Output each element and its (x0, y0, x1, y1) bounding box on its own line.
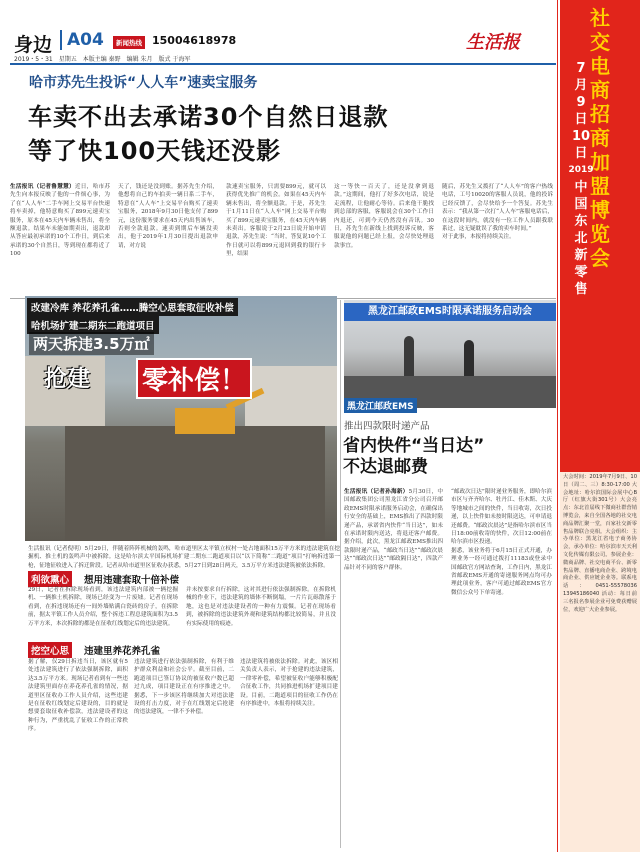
expo-ad-banner (560, 0, 640, 472)
ad-title-char: 商 (590, 78, 610, 102)
photo2-headline-1: 省内快件“当日达” (343, 436, 485, 456)
hotline-label: 新闻热线 (113, 36, 145, 49)
ad-body-text: 大会时间：2019年7月9日、10日（周二、三）8:30-17:00 大会地址：哈尔滨国际会展中心B厅（红旗大街301号）大会亮点：东北首届线下微商社群营销博览会，来自全国各地的社交电商品牌汇聚一堂，百家社交新零售品牌联合亮相。大会组织：主办单位：黑龙江省电子商务协会，承办单位：哈尔滨市天天利文化传媒有限公司。参展企业：微商品牌、社交电商平台、新零售品牌、直播电商企业、跨境电商企业、供应链企业等。联系电话：0451-55578036 13945186040 活动：每日前三名报名参展企业可免费获赠展位，欢迎广大企业参展。 (563, 474, 637, 613)
top-story-col-1 (10, 183, 110, 300)
top-story-col-2: 天了，钱还是没到账。据苏先生介绍，他想将自己的车拍卖一辆日系二手车，特意在“人人车”上交易平台购买了速卖宝服务，2018年9月30日他支付了899元，这份服务要求在45天内出售该车，否则全款退款。速卖到期后车辆没卖出，他于2019年1月30日提出退款申请，对方说 (118, 184, 218, 249)
ad-date-part: 北 (574, 231, 588, 246)
ad-date (564, 60, 598, 298)
top-story-col-1-text: 近日，哈市苏先生向本报反映了他的一件烦心事，为了在“人人车”二手车网上交易平台快速将车卖掉，他特意购买了899元速卖宝服务，原本在45天内车辆未售出，将全额退款。结果车未能如期卖出，退款却从答应最初承诺的10个工作日，到后来承诺的30个自然日，等到现在都将近了100 (10, 184, 110, 258)
section-a-col-1: 29日，记者在拆除现场看到，该违法建筑内部被一辆挖掘机、一辆推土机拆除，现场已经变为一片废墟。记者在现场看到，在拆违现场还有一间外墙贴满白瓷砖的房子，在拆除前，据太平镇工作人员介绍，整个拆违工程总建筑面积为3.5万平方米，本次拆除的都是在征收红线划定后的违法建筑。 (28, 587, 178, 627)
photo1-headline-2b: 零补偿！ (136, 358, 252, 399)
ad-title-char: 览 (590, 222, 610, 246)
ems-byline: 生活报讯（记者孙海新） (344, 489, 409, 495)
ad-title-char: 交 (590, 30, 610, 54)
section-b-title: 违建里养花养孔雀 (84, 646, 161, 657)
photo1-banner-2: 哈机场扩建二期东二跑道项目 (27, 316, 159, 334)
section-name: 身边 (14, 34, 53, 56)
photo1-banner-1: 改建冷库 养花养孔雀……腾空心思套取征收补偿 (27, 298, 238, 316)
ad-title-char: 商 (590, 126, 610, 150)
page-number: A04 (67, 30, 104, 50)
section-a-title: 想用违建套取十倍补偿 (84, 575, 180, 586)
ad-date-part: 日 (574, 112, 588, 127)
hotline-number: 15004618978 (152, 34, 237, 47)
ad-title-char: 电 (590, 54, 610, 78)
section-b-col-3: 违法建筑将被依法拆除。对此，该区相关负责人表示，对于抢建的违法建筑，一律零补偿，希望被征收户能够积极配合征收工作，共同推进机场扩建项目建设。目前，二跑道项目的征收工作仍在有序推进中，本报将持续关注。 (240, 659, 338, 708)
ad-title-char: 会 (590, 246, 610, 270)
ad-date-part: 2019 (568, 165, 594, 175)
section-b-col-1: 据了解，仅29日拆违当日，该区就有5处违法建筑进行了依法强制拆除，面积达3.5万平方米。现场记者看到有一些违法建筑里面存在养花养孔雀的情况，据道里区征收办工作人员介绍，这些违建是在征收红线划定后建设的，目的就是想要套取征收补偿款，违法建设者的这种行为，严重扰乱了征收工作的正常秩序。 (28, 659, 128, 733)
ad-date-part: 10 (571, 129, 591, 144)
ad-date-part: 零 (574, 265, 588, 280)
ems-event-photo (344, 300, 556, 408)
ems-col-1 (344, 488, 443, 840)
ems-col-1-text: 5月30日，中国邮政集团公司黑龙江省分公司召开邮政EMS时限承诺服务启动会，在确保出行安全的基础上，EMS推出了四款时限递产品，承诺省内快件“当日达”，如未在承诺时限内送达，将退还客户邮费。据介绍，此次，黑龙江邮政EMS推出四款限时递产品，“邮政当日达”“邮政次晨达”“邮政次日达”“邮政隔日达”，四款产品针对不同的客户群体。 (344, 489, 443, 571)
issue-meta: 2019・5・31 星期五 本版主编 秦野 编辑 朱月 版式 于海军 (14, 56, 191, 63)
top-story-byline: 生活报讯（记者鲁慧慧） (10, 184, 75, 190)
photo1-headline-1: 两天拆违3.5万㎡ (29, 332, 154, 355)
ad-date-part: 国 (574, 197, 588, 212)
photo2-caption: 黑龙江邮政EMS (344, 398, 417, 413)
section-a-tag: 利欲熏心 (28, 571, 72, 587)
top-story-col-5 (442, 183, 553, 300)
section-b-col-2: 违法建筑进行依法强制拆除，有利于维护群众利益和社会公平。截至目前，二跑道项目已签订协议的被征收户数已超过九成，项目建设正在有序推进之中。据悉，下一步该区将继续加大对违法建设的打击力度，对于在红线划定后抢建的违法建筑，一律不予补偿。 (134, 659, 234, 716)
top-story-col-5-text: 随后，苏先生又拨打了“人人车”的客户热线电话，工号10020的客服人员说，他的投诉已经反馈了，会尽快给予一个答复。苏先生表示：“我从第一次打“人人车”客服电话后，在这段时间内，就没有一位工作人员跟我联系过，这无疑耽误了我的卖车时间。” (442, 184, 553, 233)
ad-date-part: 7 (576, 61, 586, 76)
ad-date-part: 日 (574, 146, 588, 161)
top-story-col-4: 这一等快一百天了，还是没拿到退款。”这期间，他打了好多次电话，说是走流程，让他耐心等待。后来他干脆找到总部的客服，客服说会在30个工作日内退还，可到今天仍然没有音讯。30日，苏先生在新线上找到投诉反映，客服说他的问题已经上报，会尽快处理退款事宜。 (334, 184, 434, 249)
photo1-caption: 生活报讯（记者倪明）5月29日，伴随着阵阵机械的轰鸣，哈市道里区太平镇立权村一处占地面积15万平方米的违法建筑在挖掘机、推土机的轰鸣声中被拆除。这是哈尔滨太平国际机场扩建二期东二跑道项目以“以下简称“二跑道”项目”打响拆违第一枪，征地征收进入了拆迁阶段。记者从哈市道里区征收办获悉，5月27日到28日两天，3.5万平方米违法建筑被依法拆除。 (28, 546, 340, 569)
top-story-headline-2: 等了快100天钱还没影 (28, 137, 282, 165)
ems-col-3-text: 据悉，该业务将于6月15日正式开通，办理业务一经可通过拨打11183或登录中国邮政官方网站查询，工作日内，黑龙江省邮政EMS开通的寄递服务网点均可办理此项业务，客户可通过邮政EMS官方微信公众号下单寄递。 (451, 547, 552, 596)
expo-ad-details (560, 472, 640, 852)
photo2-subtitle: 推出四款限时递产品 (344, 421, 430, 432)
top-story-headline-1: 车卖不出去承诺30个自然日退款 (28, 103, 389, 131)
ad-date-part: 新 (574, 248, 588, 263)
section-divider (60, 30, 62, 50)
ad-separator (557, 0, 558, 852)
ems-col-2-text: “邮政次日达”限时递业务服务，即哈尔滨市区与齐齐哈尔、牡丹江、佳木斯、大庆等地城市之间的快件，当日收寄，次日投递，以上快件如未按时限送达，可申请退还邮费。“邮政次晨达”是指哈尔滨市区当日18:00前收寄的快件，次日12:00前在哈尔滨市区投递。 (451, 489, 552, 546)
ad-title-char: 招 (590, 102, 610, 126)
ad-title-char: 盟 (590, 174, 610, 198)
column-separator (340, 300, 341, 848)
top-story-col-3: 款速卖宝服务，只需要899元，就可以获得优先推广的机会。如果在45天内车辆未售出，将全额退款。于是，苏先生于1月11日在“人人车”网上交易平台购买了899元速卖宝服务，在45天内车辆未卖出。客服说于2月23日说开始申请退款，苏先生说：“当时，答复说10个工作日就可以将899元退回到我的银行卡里，结果 (226, 184, 326, 258)
header-rule (10, 63, 556, 65)
ad-date-part: 月 (574, 78, 588, 93)
ad-date-part: 东 (574, 214, 588, 229)
top-story-kicker: 哈市苏先生投诉“人人车”速卖宝服务 (29, 75, 258, 91)
ad-title-char: 加 (590, 150, 610, 174)
ems-col-2 (451, 488, 552, 840)
ad-date-part: 售 (574, 282, 588, 297)
ad-date-part: 中 (574, 180, 588, 195)
photo1-headline-2a: 抢建 (44, 366, 90, 392)
ad-date-part: 9 (576, 95, 586, 110)
top-story-col-6-text: 对于此事，本报将持续关注。 (442, 234, 515, 241)
newspaper-logo: 生活报 (466, 32, 520, 53)
section-b-tag: 挖空心思 (28, 642, 72, 658)
ad-title-char: 社 (590, 6, 610, 30)
section-a-col-2: 并未按要求自行拆除，这对其进行依法强制拆除。在拆除机械的作业下，违法建筑的墙体不断倒塌，一片片瓦砾散落于地，这也是对违法建设者的一种有力震慑。记者在现场看到，被拆除的违法建筑外观和建筑结构都比较简易，并且没有实际使用的痕迹。 (186, 587, 336, 627)
ems-banner: 黑龙江邮政EMS时限承诺服务启动会 (344, 303, 556, 321)
ad-title-char: 博 (590, 198, 610, 222)
photo2-headline-2: 不达退邮费 (343, 457, 428, 477)
